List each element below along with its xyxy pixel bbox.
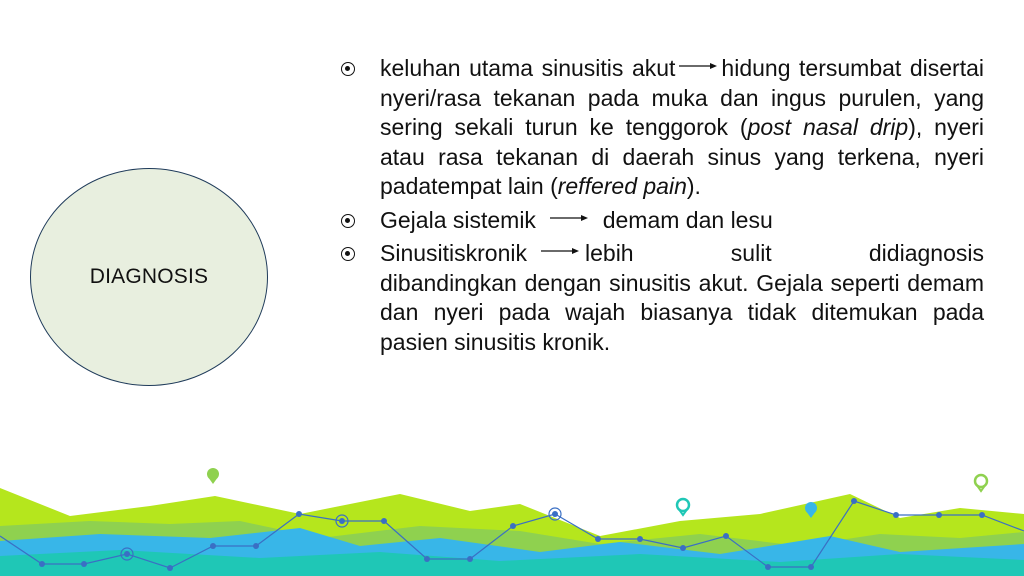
bullet-text: ). [686, 173, 701, 199]
italic-term: reffered pain [557, 173, 687, 199]
bullet-item-acute [338, 54, 984, 202]
diagnosis-circle [30, 168, 268, 386]
bullet-text: dibandingkan dengan sinusitis akut. Gejala seperti demam dan nyeri pada wajah biasanya tidak ditemukan pada pasien sinusitis kronik. [380, 269, 984, 355]
bullet-icon [341, 247, 355, 261]
bullet-text: ), nyeri atau rasa tekanan di daerah sinus yang terkena, nyeri padatempat lain ( [380, 114, 984, 199]
bullet-text: sulit [730, 240, 772, 266]
bullet-text: Gejala sistemik [380, 206, 536, 233]
bullet-icon [341, 62, 355, 76]
diagnosis-label: DIAGNOSIS [89, 265, 209, 288]
bullet-icon [341, 214, 355, 228]
bullet-item-chronic [338, 239, 984, 357]
location-pin-icon [975, 475, 987, 491]
bullet-text: didiagnosis [868, 240, 984, 266]
justified-line [380, 239, 984, 269]
bullet-text: keluhan utama sinusitis akut [380, 55, 676, 81]
bullet-item-systemic [338, 206, 984, 236]
decorative-footer [0, 466, 1024, 576]
arrow-icon [679, 60, 717, 72]
bullet-text: hidung tersumbat disertai nyeri/rasa tekanan pada muka dan ingus purulen, yang sering sekali turun ke tenggorok ( [380, 55, 984, 140]
bullet-text: demam dan lesu [602, 206, 773, 233]
italic-term: post nasal drip [747, 114, 909, 140]
bullet-text: lebih [585, 240, 634, 266]
arrow-icon [550, 212, 588, 224]
arrow-icon [541, 245, 579, 257]
bullet-text: Sinusitiskronik [380, 240, 527, 266]
bullet-list [338, 54, 984, 361]
location-pin-icon [207, 466, 219, 484]
location-pin-icon [677, 499, 689, 515]
